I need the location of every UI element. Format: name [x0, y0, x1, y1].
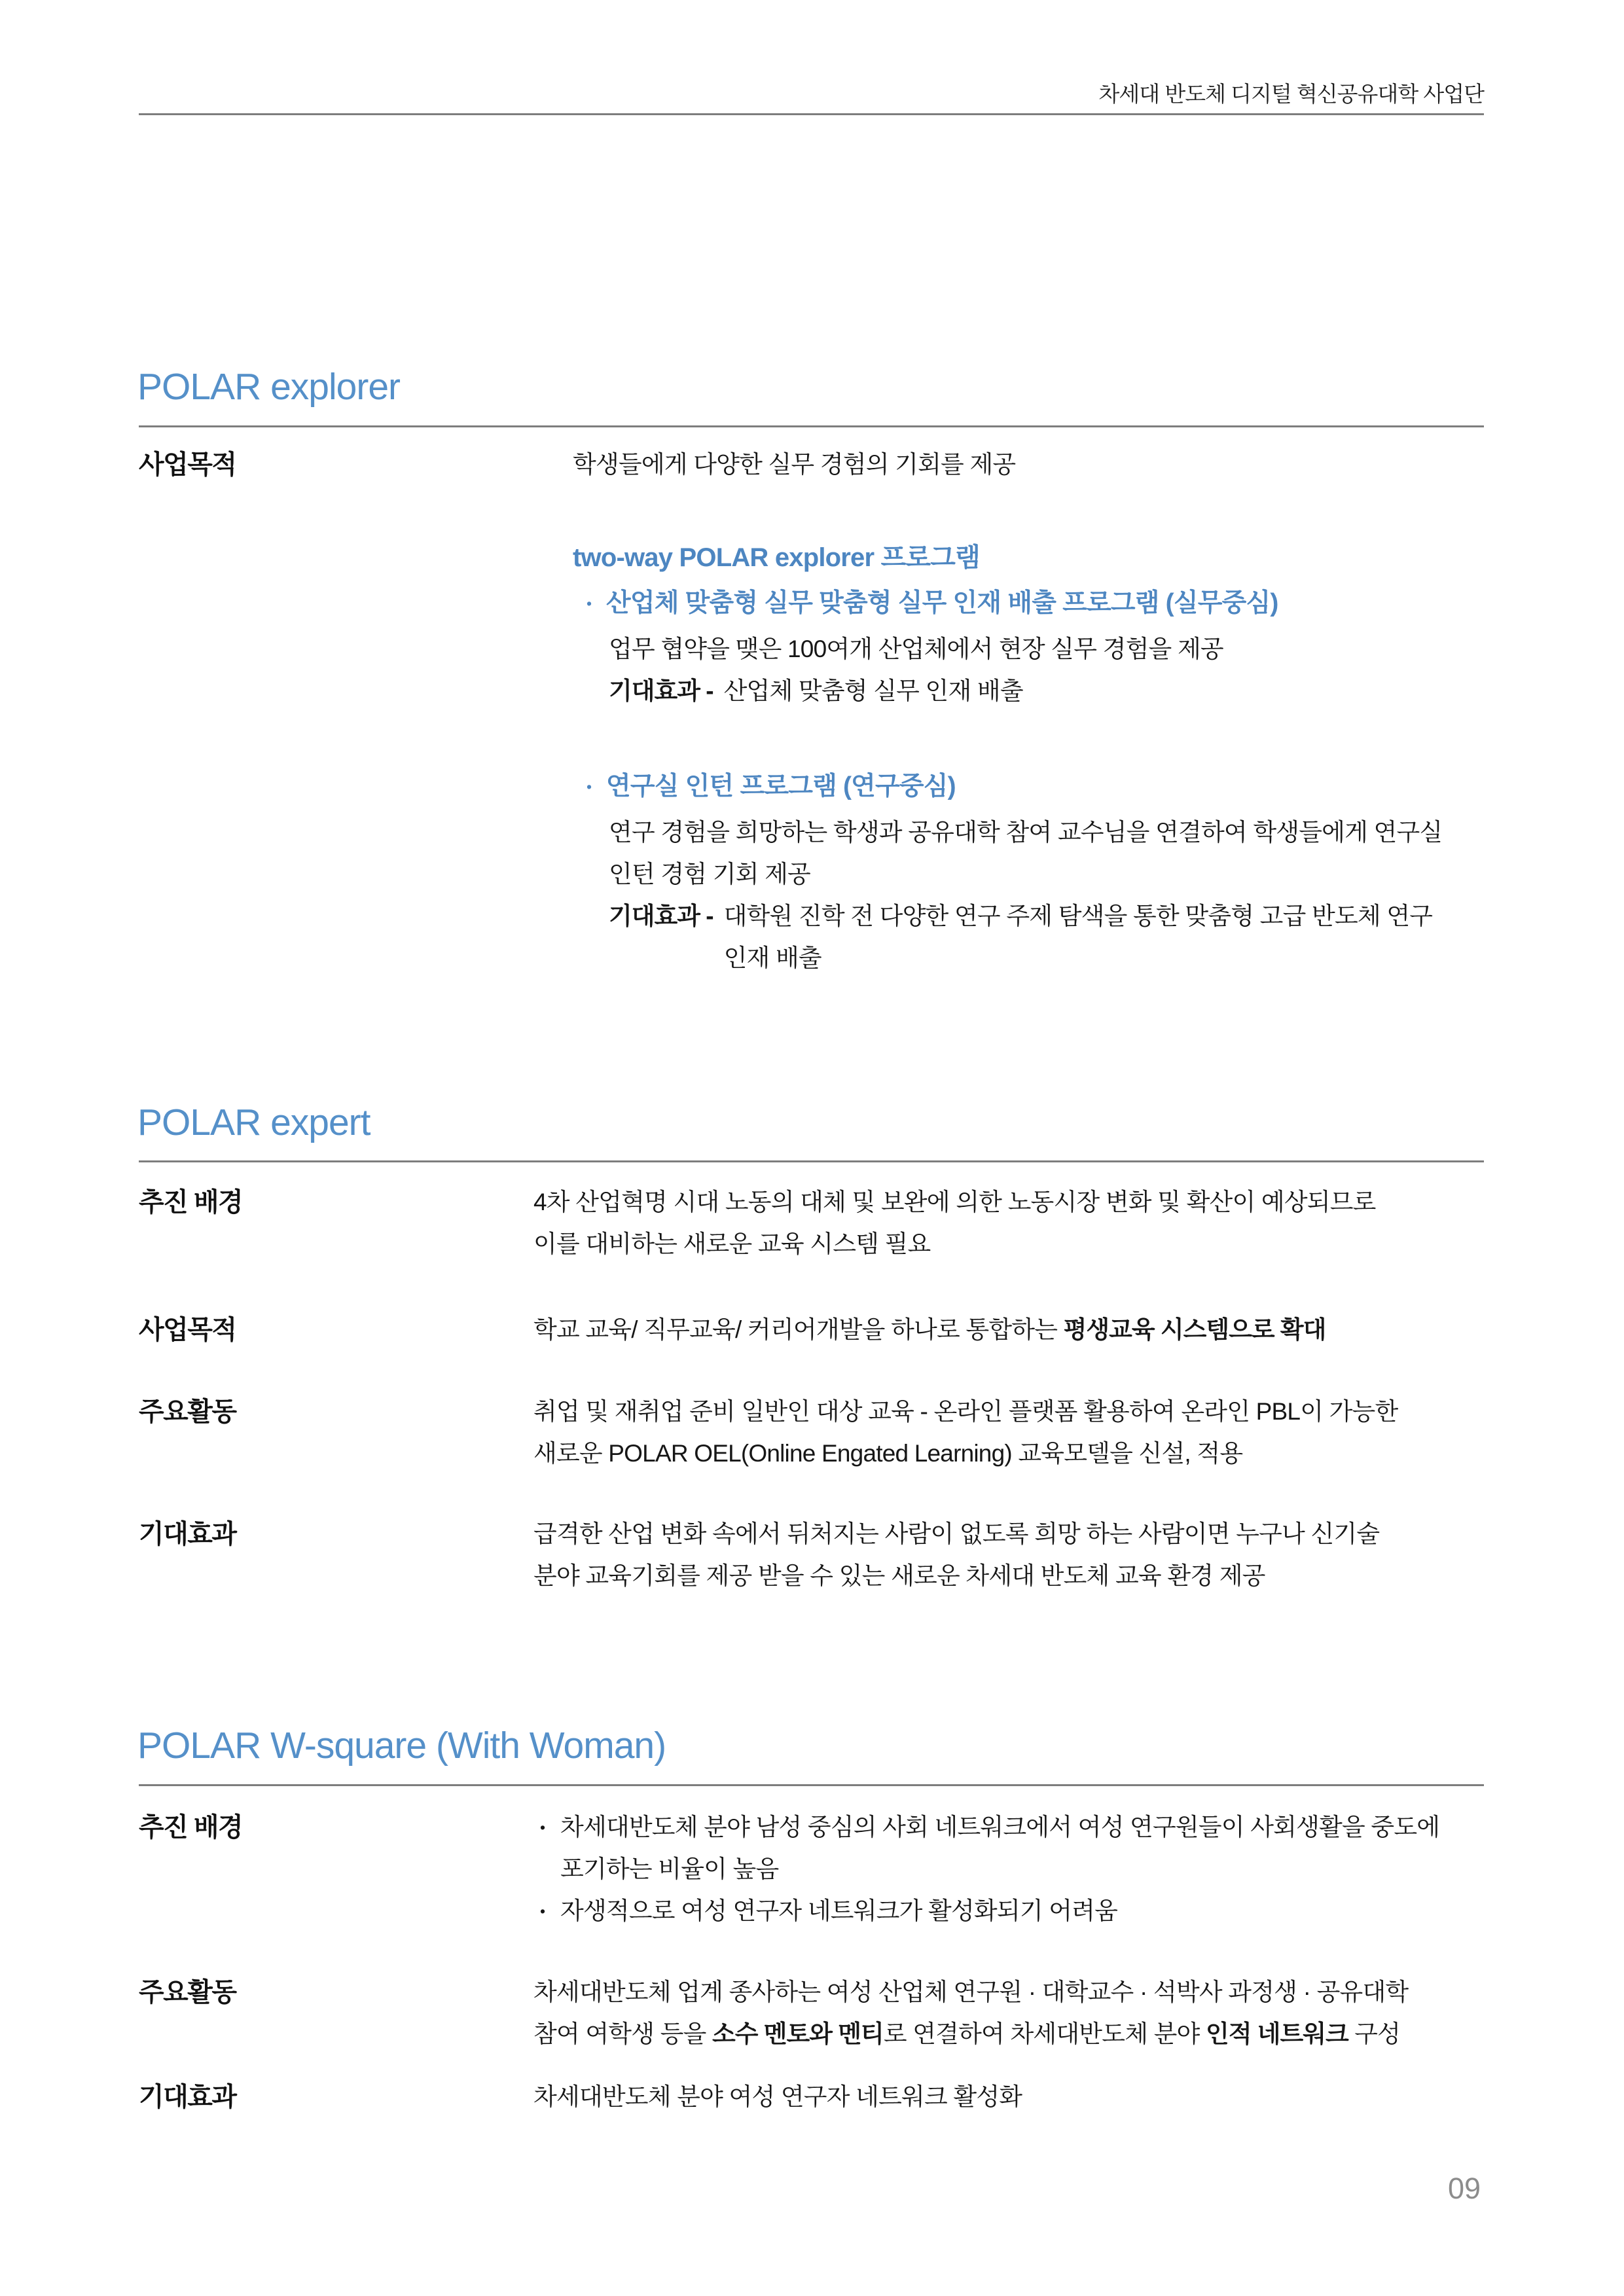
section-divider-expert — [139, 1160, 1484, 1162]
activity-text-regular: 구성 — [1348, 2020, 1401, 2047]
expert-purpose-content — [533, 1309, 1555, 1351]
row-label-expert-purpose: 사업목적 — [139, 1316, 236, 1344]
body-line — [533, 2013, 1555, 2055]
explorer-content — [573, 444, 1555, 979]
explorer-bullet2-title: 연구실 인턴 프로그램 (연구중심) — [606, 772, 956, 800]
section-title-polar-expert: POLAR expert — [137, 1102, 370, 1143]
body-line: 포기하는 비율이 높음 — [560, 1856, 779, 1882]
body-line: 취업 및 재취업 준비 일반인 대상 교육 - 온라인 플랫폼 활용하여 온라인 PBL이 가능한 — [533, 1398, 1398, 1425]
body-line: 차세대반도체 업계 종사하는 여성 산업체 연구원 · 대학교수 · 석박사 과정생 · 공유대학 — [533, 1979, 1409, 2005]
effect-line: 인재 배출 — [723, 944, 821, 971]
wsquare-activity-content — [533, 1971, 1555, 2055]
bullet-icon: • — [586, 595, 592, 612]
wsquare-bullet2-text — [560, 1890, 1117, 1932]
row-label-explorer-purpose: 사업목적 — [139, 450, 236, 479]
row-label-expert-effect: 기대효과 — [139, 1520, 236, 1549]
explorer-bullet1-body — [609, 628, 1555, 670]
wsquare-background-content — [533, 1806, 1555, 1932]
explorer-bullet2 — [573, 766, 1555, 808]
body-line — [533, 1309, 1555, 1351]
section-divider-explorer — [139, 425, 1484, 427]
row-label-wsquare-effect: 기대효과 — [139, 2083, 236, 2111]
bullet-icon: • — [586, 778, 592, 795]
explorer-purpose-text: 학생들에게 다양한 실무 경험의 기회를 제공 — [573, 451, 1016, 478]
wsquare-bullet1-text — [560, 1806, 1439, 1890]
effect-line: 대학원 진학 전 다양한 연구 주제 탐색을 통한 맞춤형 고급 반도체 연구 — [723, 903, 1433, 929]
explorer-bullet1 — [573, 583, 1555, 624]
effect-text — [724, 670, 1023, 712]
wsquare-bullet2 — [533, 1890, 1555, 1932]
explorer-bullet2-effect — [609, 895, 1555, 979]
body-line: 업무 협약을 맺은 100여개 산업체에서 현장 실무 경험을 제공 — [609, 636, 1223, 662]
activity-text-bold-mentor: 소수 멘토와 멘티 — [712, 2020, 884, 2047]
effect-line: 산업체 맞춤형 실무 인재 배출 — [723, 677, 1023, 704]
purpose-text-regular: 학교 교육/ 직무교육/ 커리어개발을 하나로 통합하는 — [533, 1316, 1064, 1343]
header-org-title: 차세대 반도체 디지털 혁신공유대학 사업단 — [1098, 82, 1484, 106]
body-line: 이를 대비하는 새로운 교육 시스템 필요 — [533, 1230, 931, 1257]
body-line: 급격한 산업 변화 속에서 뒤처지는 사람이 없도록 희망 하는 사람이면 누구나 신기술 — [533, 1520, 1380, 1547]
activity-text-regular: 로 연결하여 차세대반도체 분야 — [883, 2020, 1206, 2047]
expert-effect-content — [533, 1513, 1555, 1597]
explorer-bullet1-effect — [609, 670, 1555, 712]
activity-text-regular: 참여 여학생 등을 — [533, 2020, 713, 2047]
wsquare-effect-content — [533, 2076, 1555, 2118]
bullet-icon: • — [540, 1819, 545, 1836]
row-label-expert-activity: 주요활동 — [139, 1397, 236, 1426]
body-line: 새로운 POLAR OEL(Online Engated Learning) 교육모델을 신설, 적용 — [533, 1440, 1243, 1467]
body-line: 차세대반도체 분야 여성 연구자 네트워크 활성화 — [533, 2083, 1022, 2110]
explorer-bullet1-title: 산업체 맞춤형 실무 맞춤형 실무 인재 배출 프로그램 (실무중심) — [606, 589, 1278, 617]
effect-label: 기대효과 - — [609, 903, 713, 929]
row-label-expert-background: 추진 배경 — [139, 1188, 243, 1217]
body-line: 연구 경험을 희망하는 학생과 공유대학 참여 교수님을 연결하여 학생들에게 연구실 — [609, 819, 1443, 846]
activity-text-bold-network: 인적 네트워크 — [1205, 2020, 1348, 2047]
body-line: 4차 산업혁명 시대 노동의 대체 및 보완에 의한 노동시장 변화 및 확산이 예상되므로 — [533, 1189, 1376, 1215]
body-line: 차세대반도체 분야 남성 중심의 사회 네트워크에서 여성 연구원들이 사회생활을 중도에 — [560, 1814, 1440, 1840]
expert-background-content — [533, 1181, 1555, 1265]
effect-label: 기대효과 - — [609, 677, 713, 704]
section-title-polar-explorer: POLAR explorer — [137, 366, 401, 408]
section-title-polar-wsquare: POLAR W-square (With Woman) — [137, 1725, 666, 1767]
row-label-wsquare-background: 추진 배경 — [139, 1813, 243, 1842]
bullet-icon: • — [540, 1903, 545, 1920]
expert-activity-content — [533, 1391, 1555, 1475]
row-label-wsquare-activity: 주요활동 — [139, 1978, 236, 2007]
page-number: 09 — [1448, 2172, 1481, 2205]
body-line: 자생적으로 여성 연구자 네트워크가 활성화되기 어려움 — [560, 1897, 1118, 1924]
header-divider — [139, 113, 1484, 115]
body-line: 인턴 경험 기회 제공 — [609, 861, 810, 888]
body-line: 분야 교육기회를 제공 받을 수 있는 새로운 차세대 반도체 교육 환경 제공 — [533, 1562, 1265, 1589]
wsquare-bullet1 — [533, 1806, 1555, 1890]
section-divider-wsquare — [139, 1784, 1484, 1786]
explorer-bullet2-body — [609, 812, 1555, 895]
effect-text — [724, 895, 1433, 979]
purpose-text-bold: 평생교육 시스템으로 확대 — [1063, 1316, 1326, 1343]
explorer-program-title: two-way POLAR explorer 프로그램 — [573, 543, 980, 572]
